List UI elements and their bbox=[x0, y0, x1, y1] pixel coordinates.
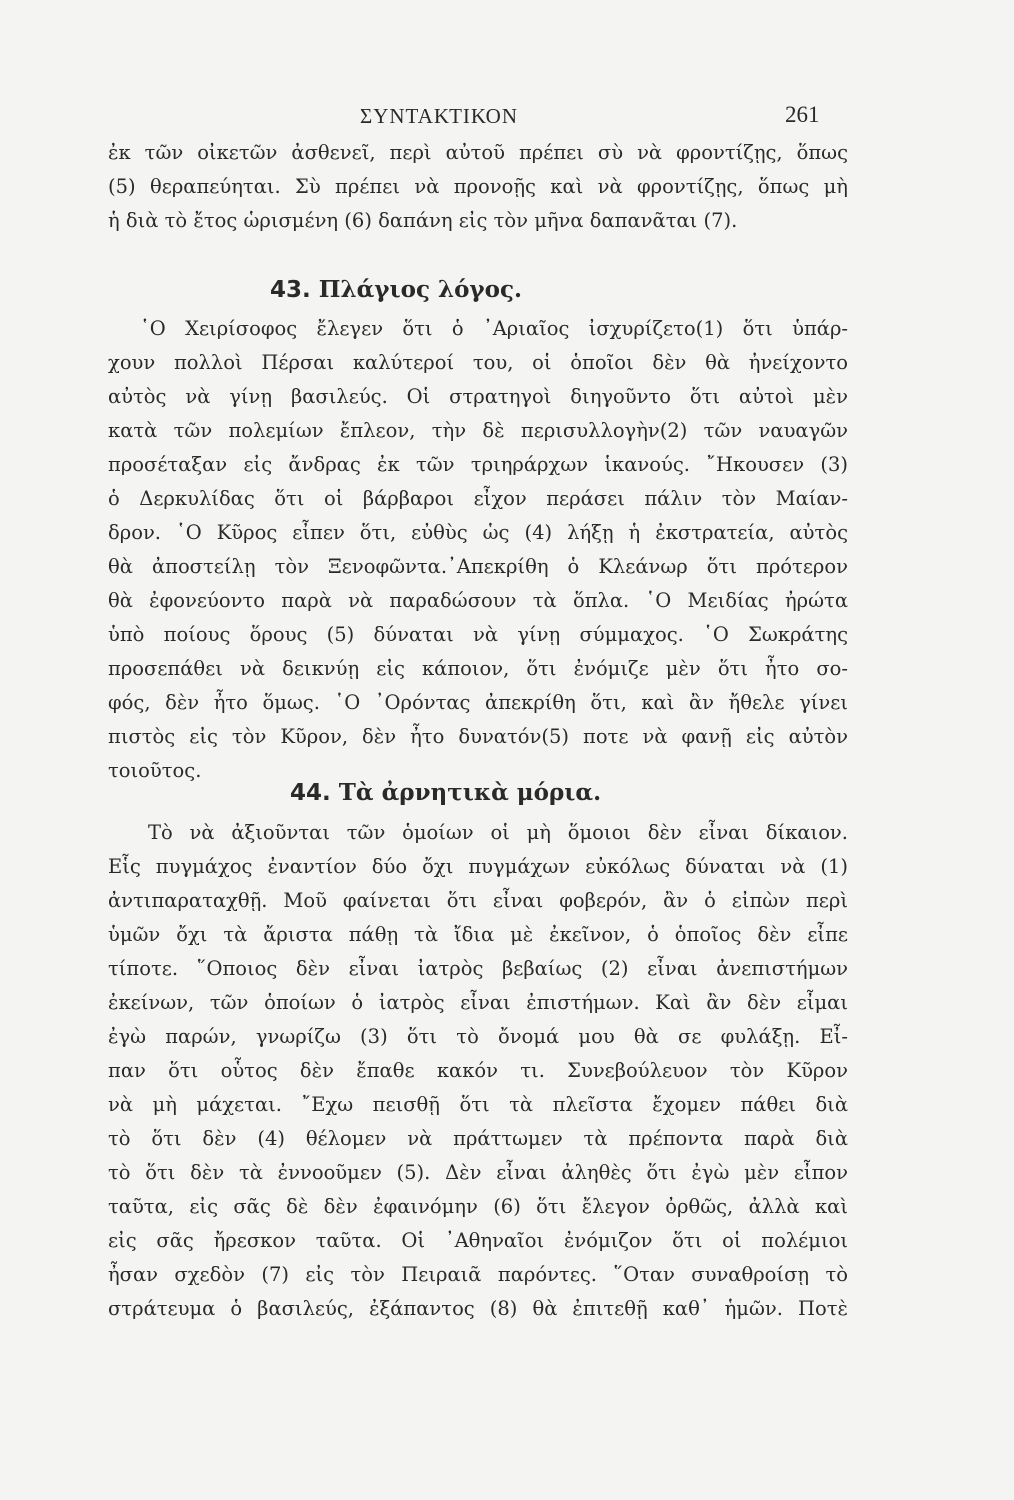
text-line: ἐγὼ παρών, γνωρίζω (3) ὅτι τὸ ὄνομά μου θὰ σε φυλάξῃ. Εἶ- bbox=[108, 1025, 848, 1048]
text-line: ἀντιπαραταχθῇ. Μοῦ φαίνεται ὅτι εἶναι φοβερόν, ἂν ὁ εἰπὼν περὶ bbox=[108, 889, 848, 912]
section-number: 44. bbox=[290, 780, 331, 806]
section-heading bbox=[270, 272, 1010, 308]
text-line: κατὰ τῶν πολεμίων ἔπλεον, τὴν δὲ περισυλλογὴν(2) τῶν ναυαγῶν bbox=[108, 419, 848, 442]
text-line: Εἷς πυγμάχος ἐναντίον δύο ὄχι πυγμάχων εὐκόλως δύναται νὰ (1) bbox=[108, 855, 848, 878]
text-line: ἡ διὰ τὸ ἔτος ὡρισμένη (6) δαπάνη εἰς τὸν μῆνα δαπανᾶται (7). bbox=[108, 209, 738, 232]
text-line: τὸ ὅτι δὲν (4) θέλομεν νὰ πράττωμεν τὰ πρέποντα παρὰ διὰ bbox=[108, 1127, 848, 1150]
text-line: προσεπάθει νὰ δεικνύῃ εἰς κάποιον, ὅτι ἐνόμιζε μὲν ὅτι ἦτο σο- bbox=[108, 657, 848, 680]
page-number: 261 bbox=[785, 102, 820, 127]
section-heading bbox=[290, 775, 1014, 811]
text-line: δρον. ῾Ο Κῦρος εἶπεν ὅτι, εὐθὺς ὡς (4) λήξῃ ἡ ἐκστρατεία, αὐτὸς bbox=[108, 521, 848, 544]
text-line: τοιοῦτος. bbox=[108, 759, 202, 782]
text-line: θὰ ἀποστείλῃ τὸν Ξενοφῶντα.᾿Απεκρίθη ὁ Κλεάνωρ ὅτι πρότερον bbox=[108, 555, 848, 578]
text-line: ἐκείνων, τῶν ὁποίων ὁ ἰατρὸς εἶναι ἐπιστήμων. Καὶ ἂν δὲν εἶμαι bbox=[108, 991, 848, 1014]
section-title: Τὰ ἀρνητικὰ μόρια. bbox=[338, 779, 602, 806]
text-line: τὸ ὅτι δὲν τὰ ἐννοοῦμεν (5). Δὲν εἶναι ἀληθὲς ὅτι ἐγὼ μὲν εἶπον bbox=[108, 1161, 848, 1184]
text-line: στράτευμα ὁ βασιλεύς, ἐξάπαντος (8) θὰ ἐπιτεθῇ καθ᾿ ἡμῶν. Ποτὲ bbox=[108, 1297, 848, 1320]
text-line: φός, δὲν ἦτο ὅμως. ῾Ο ᾿Ορόντας ἀπεκρίθη ὅτι, καὶ ἂν ἤθελε γίνει bbox=[108, 691, 848, 714]
text-line: νὰ μὴ μάχεται. ῎Εχω πεισθῇ ὅτι τὰ πλεῖστα ἔχομεν πάθει διὰ bbox=[108, 1093, 848, 1116]
text-line: ἐκ τῶν οἰκετῶν ἀσθενεῖ, περὶ αὐτοῦ πρέπει σὺ νὰ φροντίζῃς, ὅπως bbox=[108, 141, 848, 164]
text-line: θὰ ἐφονεύοντο παρὰ νὰ παραδώσουν τὰ ὅπλα. ῾Ο Μειδίας ἠρώτα bbox=[108, 589, 848, 612]
text-line: τίποτε. ῞Οποιος δὲν εἶναι ἰατρὸς βεβαίως (2) εἶναι ἀνεπιστήμων bbox=[108, 957, 848, 980]
text-line: ταῦτα, εἰς σᾶς δὲ δὲν ἐφαινόμην (6) ὅτι ἔλεγον ὀρθῶς, ἀλλὰ καὶ bbox=[108, 1195, 848, 1218]
text-line: αὐτὸς νὰ γίνῃ βασιλεύς. Οἱ στρατηγοὶ διηγοῦντο ὅτι αὐτοὶ μὲν bbox=[108, 385, 848, 408]
text-line: ῾Ο Χειρίσοφος ἔλεγεν ὅτι ὁ ᾿Αριαῖος ἰσχυρίζετο(1) ὅτι ὑπάρ- bbox=[140, 317, 848, 340]
text-line: (5) θεραπεύηται. Σὺ πρέπει νὰ προνοῇς καὶ νὰ φροντίζῃς, ὅπως μὴ bbox=[108, 175, 848, 198]
section-title: Πλάγιος λόγος. bbox=[318, 276, 522, 303]
text-line: προσέταξαν εἰς ἄνδρας ἐκ τῶν τριηράρχων ἱκανούς. ῎Ηκουσεν (3) bbox=[108, 453, 848, 476]
text-line: ὁ Δερκυλίδας ὅτι οἱ βάρβαροι εἶχον περάσει πάλιν τὸν Μαίαν- bbox=[108, 487, 848, 510]
text-line: παν ὅτι οὗτος δὲν ἔπαθε κακόν τι. Συνεβούλευον τὸν Κῦρον bbox=[108, 1059, 848, 1082]
text-line: πιστὸς εἰς τὸν Κῦρον, δὲν ἦτο δυνατόν(5) ποτε νὰ φανῇ εἰς αὐτὸν bbox=[108, 725, 848, 748]
text-line: χουν πολλοὶ Πέρσαι καλύτεροί του, οἱ ὁποῖοι δὲν θὰ ἠνείχοντο bbox=[108, 351, 848, 374]
section-number: 43. bbox=[270, 277, 311, 303]
text-line: ἦσαν σχεδὸν (7) εἰς τὸν Πειραιᾶ παρόντες. ῞Οταν συναθροίσῃ τὸ bbox=[108, 1263, 848, 1286]
text-line: ὑμῶν ὄχι τὰ ἄριστα πάθῃ τὰ ἴδια μὲ ἐκεῖνον, ὁ ὁποῖος δὲν εἶπε bbox=[108, 923, 848, 946]
text-line: ὑπὸ ποίους ὅρους (5) δύναται νὰ γίνῃ σύμμαχος. ῾Ο Σωκράτης bbox=[108, 623, 848, 646]
text-line: Τὸ νὰ ἀξιοῦνται τῶν ὁμοίων οἱ μὴ ὅμοιοι δὲν εἶναι δίκαιον. bbox=[148, 821, 848, 844]
running-head: ΣΥΝΤΑΚΤΙΚΟΝ bbox=[360, 104, 518, 128]
page-header bbox=[0, 100, 1014, 140]
text-line: εἰς σᾶς ἤρεσκον ταῦτα. Οἱ ᾿Αθηναῖοι ἐνόμιζον ὅτι οἱ πολέμιοι bbox=[108, 1229, 848, 1252]
